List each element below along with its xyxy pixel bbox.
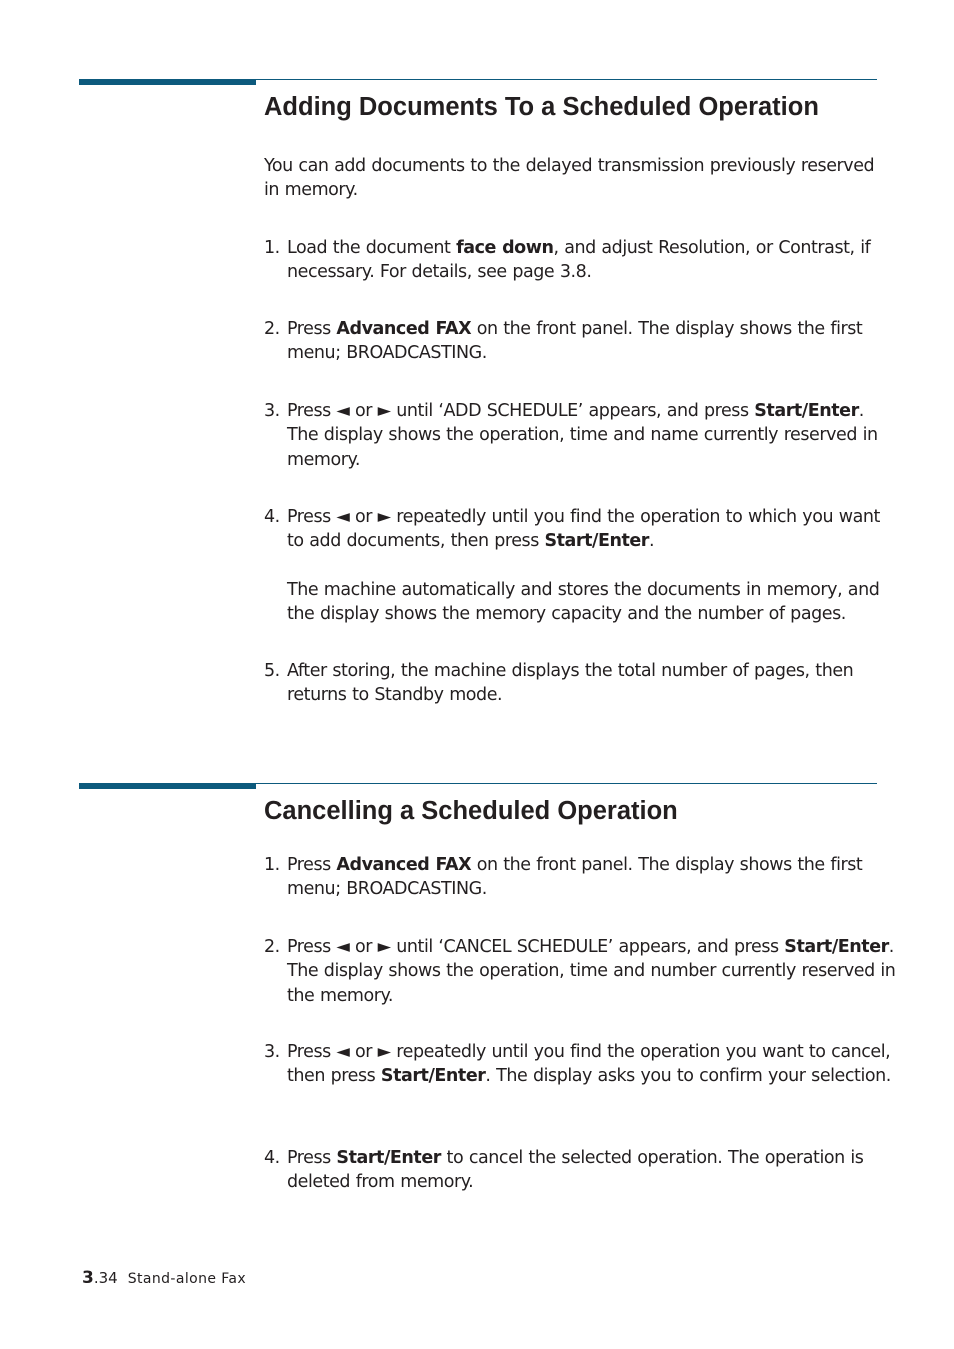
- step-text: Press ◄ or ► until ‘CANCEL SCHEDULE’ appears, and press: [287, 937, 785, 957]
- step-number: 2.: [264, 319, 280, 339]
- step-text: Press: [287, 1148, 337, 1168]
- step-number: 3.: [264, 1042, 280, 1062]
- step-number: 4.: [264, 507, 280, 527]
- list-item: [264, 659, 899, 708]
- step-text: on the front panel. The display shows the first menu; BROADCASTING.: [287, 319, 863, 364]
- note-text: The machine automatically and stores the documents in memory, and the display shows the memory capacity and the number of pages.: [287, 580, 880, 625]
- step-number: 3.: [264, 401, 280, 421]
- step-text: .: [648, 531, 655, 552]
- intro-paragraph: You can add documents to the delayed transmission previously reserved in memory.: [264, 156, 875, 201]
- section-title: Cancelling a Scheduled Operation: [264, 797, 678, 825]
- section-divider: [79, 79, 877, 87]
- step-emphasis: Advanced FAX: [336, 855, 472, 875]
- list-item: [264, 1040, 899, 1089]
- step-text: Press: [287, 319, 337, 339]
- step-emphasis: Start/Enter: [544, 531, 649, 552]
- step-number: 2.: [264, 937, 280, 957]
- list-item: [264, 236, 899, 285]
- divider-line: [256, 783, 877, 784]
- step-text: Load the document: [287, 238, 457, 258]
- step-note: [264, 578, 899, 627]
- list-item: [264, 935, 899, 1008]
- step-text: Press ◄ or ► repeatedly until you find the operation you want to cancel, then press: [287, 1042, 891, 1087]
- page-footer: [82, 1268, 246, 1288]
- step-emphasis: Start/Enter: [380, 1066, 486, 1087]
- step-text: , and adjust Resolution, or Contrast, if necessary. For details, see page 3.8.: [287, 238, 871, 283]
- step-emphasis: Advanced FAX: [336, 319, 472, 339]
- page-number: .34: [93, 1269, 118, 1287]
- section-name: Stand-alone Fax: [127, 1271, 247, 1287]
- step-text: Press ◄ or ► until ‘ADD SCHEDULE’ appears, and press: [287, 401, 755, 421]
- step-text: Press: [287, 855, 337, 875]
- step-number: 1.: [264, 855, 280, 875]
- step-text: Press ◄ or ► repeatedly until you find the operation to which you want to add documents, then press: [287, 507, 880, 552]
- step-emphasis: Start/Enter: [336, 1148, 441, 1168]
- step-emphasis: face down: [456, 238, 554, 258]
- list-item: [264, 317, 899, 366]
- step-number: 4.: [264, 1148, 280, 1168]
- step-text: . The display shows the operation, time and name currently reserved in memory.: [287, 401, 878, 470]
- step-emphasis: Start/Enter: [784, 937, 889, 957]
- step-text: . The display shows the operation, time and number currently reserved in the memory.: [287, 937, 896, 1006]
- step-number: 5.: [264, 661, 280, 681]
- step-number: 1.: [264, 238, 280, 258]
- list-item: [264, 853, 899, 902]
- section-title: Adding Documents To a Scheduled Operation: [264, 93, 819, 121]
- chapter-number: 3: [82, 1268, 94, 1288]
- step-text: to cancel the selected operation. The operation is deleted from memory.: [287, 1148, 864, 1193]
- list-item: [264, 399, 899, 472]
- divider-accent-bar: [79, 79, 256, 85]
- section-divider: [79, 783, 877, 791]
- step-text: . The display asks you to confirm your selection.: [485, 1066, 891, 1087]
- divider-accent-bar: [79, 783, 256, 789]
- list-item: [264, 505, 899, 554]
- divider-line: [256, 79, 877, 80]
- list-item: [264, 1146, 899, 1195]
- step-text: After storing, the machine displays the total number of pages, then returns to Standby mode.: [287, 661, 854, 706]
- step-emphasis: Start/Enter: [754, 401, 859, 421]
- step-text: on the front panel. The display shows the first menu; BROADCASTING.: [287, 855, 863, 900]
